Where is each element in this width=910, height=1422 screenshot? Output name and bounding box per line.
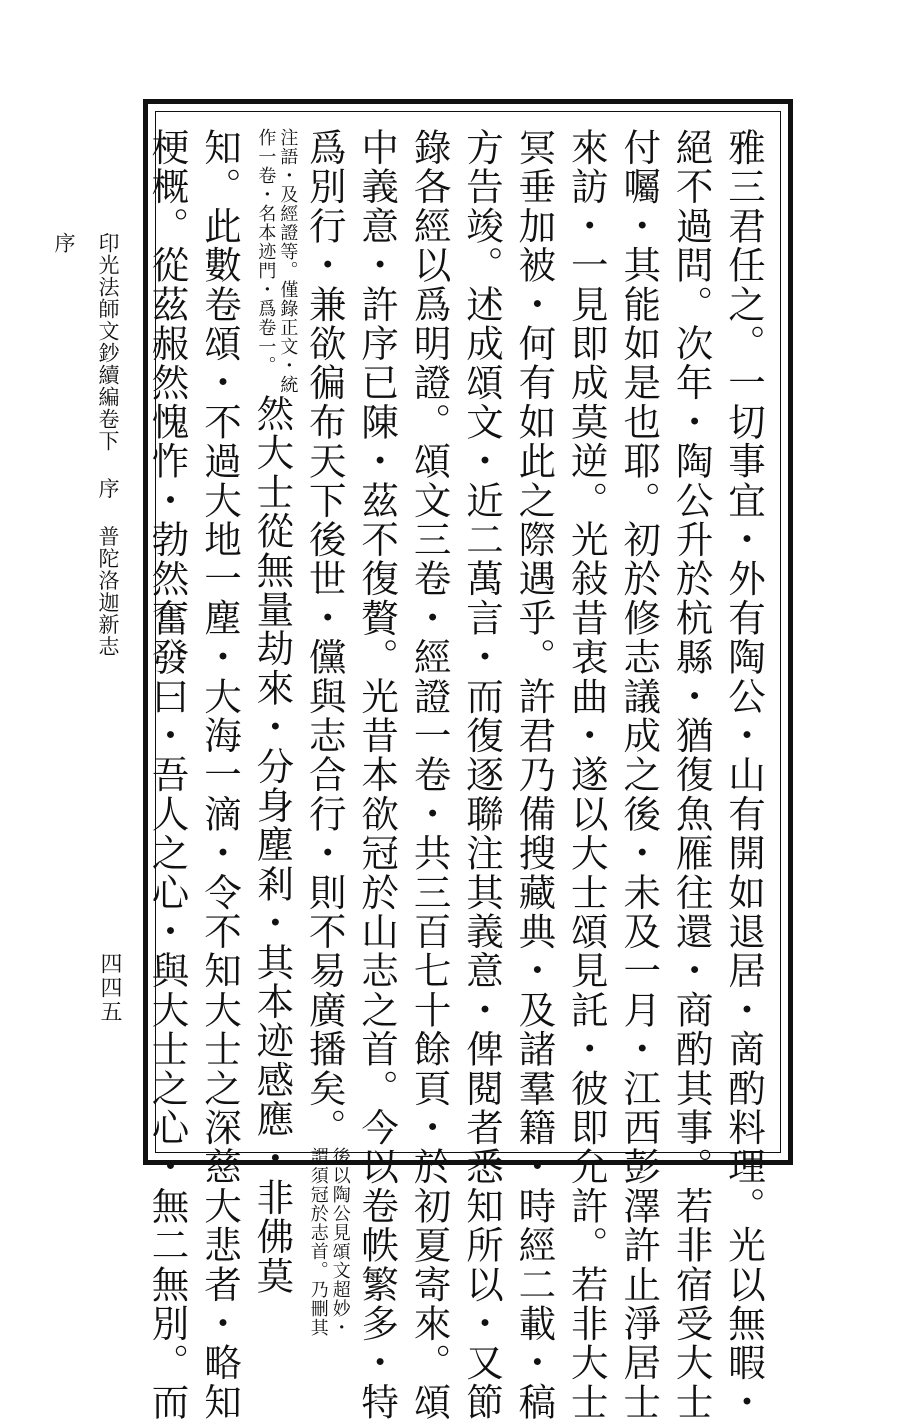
section-label: 序 — [96, 477, 120, 500]
note-line: 謂須冠於志首。乃刪其 — [307, 1147, 329, 1338]
book-title: 印光法師文鈔續編卷下 — [96, 232, 120, 452]
note-line: 後以陶公見頌文超妙・ — [329, 1147, 351, 1338]
text-column-5: 冥垂加被・何有如此之際遇乎。許君乃備搜藏典・及諸羣籍・時經二載・稿 — [512, 128, 557, 1422]
annotation-note-1 — [307, 1147, 351, 1337]
text-column-10 — [246, 128, 299, 1296]
text-column-7: 錄各經以爲明證。頌文三卷・經證一卷・共三百七十餘頁・於初夏寄來。頌 — [407, 128, 452, 1422]
text-column-1: 雅三君任之。一切事宜・外有陶公・山有開如退居・啇酌料理。光以無暇・ — [722, 128, 766, 1422]
annotation-note-2 — [254, 128, 298, 394]
note-line: 作一卷・名本迹門・爲卷一。 — [255, 128, 277, 375]
text-column-12: 梗概。從茲赧然愧怍・勃然奮發曰・吾人之心・與大士之心・無二無別。而 — [145, 128, 190, 1422]
text-column-2: 絕不過問。次年・陶公升於杭縣・猶復魚雁往還・商酌其事。若非宿受大士 — [669, 128, 714, 1422]
text-column-8: 中義意・許序已陳・茲不復贅。光昔本欲冠於山志之首。今以卷帙繁多・特 — [355, 128, 400, 1422]
column-10-main: 然大士從無量劫來・分身塵剎・其本迹感應・非佛莫 — [250, 394, 295, 1296]
text-column-11: 知。此數卷頌・不過大地一塵・大海一滴・令不知大士之深慈大悲者・略知 — [197, 128, 242, 1422]
text-column-6: 方告竣。述成頌文・近二萬言・而復逐聯注其義意・俾閱者悉知所以・又節 — [459, 128, 504, 1422]
article-title: 普陀洛迦新志序 — [52, 232, 120, 658]
running-header — [52, 232, 130, 672]
main-text — [141, 128, 770, 1422]
note-line: 注語・及經證等。僅錄正文・統 — [277, 128, 299, 394]
page-number: 四四五 — [97, 952, 122, 1024]
text-column-9 — [298, 128, 351, 1338]
column-9-main: 爲別行・兼欲徧布天下後世・儻與志合行・則不易廣播矣。 — [302, 128, 347, 1148]
text-column-3: 付囑・其能如是也耶。初於修志議成之後・未及一月・江西彭澤許止淨居士 — [617, 128, 662, 1422]
text-column-4: 來訪・一見即成莫逆。光敍昔衷曲・遂以大士頌見託・彼即允許。若非大士 — [564, 128, 609, 1422]
